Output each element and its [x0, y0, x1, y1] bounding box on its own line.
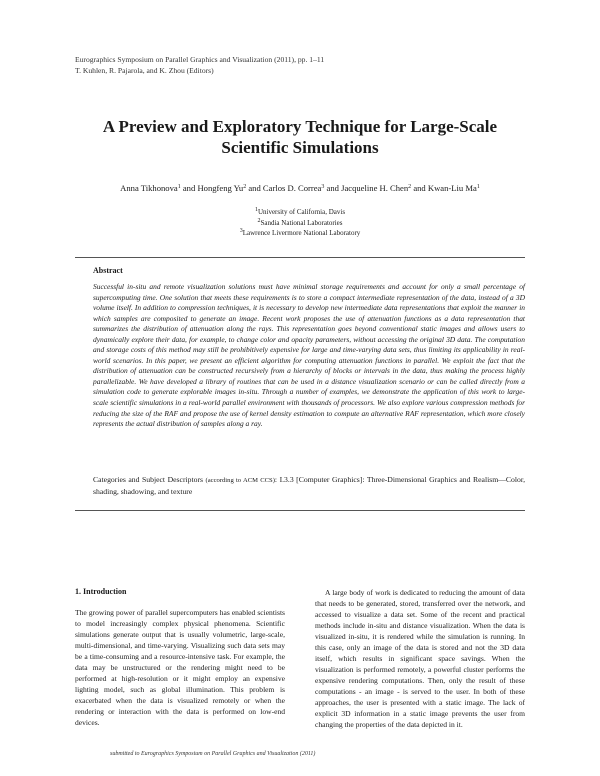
title-line: Scientific Simulations: [221, 138, 379, 157]
affil-mark: 2: [257, 217, 261, 224]
intro-column-left: The growing power of parallel supercomputers has enabled scientists to model increasingly complex physical phenomena. Scientific simulations generate output that is usually volumetric, large-scale, multi-dimensional, and time-varying. Visualizing such data sets may be a time-consuming and a resource-intensive task. For example, the data may be unstructured or the rendering might need to be performed at high-resolution or it might employ an expensive lighting model, such as global illumination. This problem is exacerbated when the data is visualized remotely or when the rendering or interaction with the data is performed on low-end devices.: [75, 608, 285, 727]
categories-label: Categories and Subject Descriptors: [93, 475, 204, 484]
affiliation: [100, 207, 500, 218]
page-footer: submitted to Eurographics Symposium on Parallel Graphics and Visualization (2011): [110, 751, 316, 757]
paper-title: [40, 116, 560, 158]
categories-acm: (according to ACM CCS): [205, 477, 275, 484]
author-affil-mark: 1: [177, 184, 181, 190]
author-affil-mark: 2: [408, 184, 412, 190]
editors-line: T. Kuhlen, R. Pajarola, and K. Zhou (Editors): [75, 66, 214, 75]
author-name: Carlos D. Correa: [262, 183, 322, 193]
abstract-text: Successful in-situ and remote visualization solutions must have minimal storage requirements and account for only a small percentage of supercomputing time. One solution that meets these requirements is to store a compact intermediate representation of the data, instead of a 3D volume itself. In addition to compression techniques, it is necessary to develop new intermediate data representations that exploit the manner in which samples are composited to generate an image. Recent work proposes the use of attenuation functions as a data representation that summarizes the distribution of attenuation along the rays. This representation goes beyond conventional static images and allows users to dynamically explore their data, for example, to change color and opacity parameters, without accessing the original 3D data. The computation and storage costs of this method may still be prohibitively expensive for large and time-varying data sets, thus limiting its applicability in real-world scenarios. In this paper, we present an efficient algorithm for computing attenuation functions in parallel. We exploit the fact that the distribution of attenuation can be constructed recursively from a hierarchy of blocks or intervals in the data, thus making the process highly parallelizable. We have developed a library of routines that can be used in a distance visualization scenario or can be called directly from a simulation code to generate explorable images in-situ. Through a number of examples, we demonstrate the application of this work to large-scale scientific simulations in a real-world parallel environment with thousands of processors. We also explore various compression methods for reducing the size of the RAF and propose the use of kernel density estimation to compute an alternative RAF representation, which more closely represents the actual distribution of samples along a ray.: [93, 282, 525, 429]
affiliation: [100, 228, 500, 239]
author-name: Hongfeng Yu: [197, 183, 244, 193]
author-affil-mark: 1: [476, 184, 480, 190]
author-name: Anna Tikhonova: [120, 183, 178, 193]
abstract-heading: Abstract: [93, 266, 123, 275]
affil-name: University of California, Davis: [257, 208, 346, 216]
venue-line: Eurographics Symposium on Parallel Graphics and Visualization (2011), pp. 1–11: [75, 55, 325, 64]
author-separator: and: [324, 183, 342, 193]
author-separator: and: [180, 183, 198, 193]
author-name: Jacqueline H. Chen: [341, 183, 409, 193]
affil-name: Sandia National Laboratories: [260, 218, 343, 227]
author-name: Kwan-Liu Ma: [427, 183, 477, 193]
author-affil-mark: 3: [321, 184, 325, 190]
bottom-divider: [75, 510, 525, 511]
categories-descriptor: [93, 474, 525, 497]
categories-text: : I.3.3 [Computer Graphics]: Three-Dimensional Graphics and Realism—Color, shading, shadowing, and texture: [93, 475, 525, 496]
venue-header: [75, 54, 324, 76]
affil-name: Lawrence Livermore National Laboratory: [242, 229, 361, 237]
affiliation: [100, 218, 500, 229]
author-separator: and: [411, 183, 428, 193]
intro-column-right: A large body of work is dedicated to reducing the amount of data that needs to be generated, stored, transferred over the network, and accessed to visualize a data set. Some of the recent and practical methods include in-situ and distance visualization. When the data is visualized in-situ, it is rendered while the simulation is running. In this case, only an image of the data is stored and not the 3D data itself, which results in significant space savings. When the visualization is performed remotely, a powerful cluster performs the expensive rendering computations. Then, only the result of these computations - an image - is served to the user. In both of these approaches, the user is presented with a static image. The lack of explicit 3D information in a static image prevents the user from changing the properties of the data depicted in it.: [315, 588, 525, 729]
section-heading: 1. Introduction: [75, 587, 127, 596]
affiliation-list: [100, 207, 500, 239]
author-separator: and: [246, 183, 263, 193]
top-divider: [75, 257, 525, 258]
affil-mark: 1: [254, 207, 258, 213]
author-list: [30, 182, 570, 194]
title-line: A Preview and Exploratory Technique for Large-Scale: [102, 117, 498, 136]
author-affil-mark: 2: [243, 184, 247, 190]
affil-mark: 3: [239, 228, 243, 234]
